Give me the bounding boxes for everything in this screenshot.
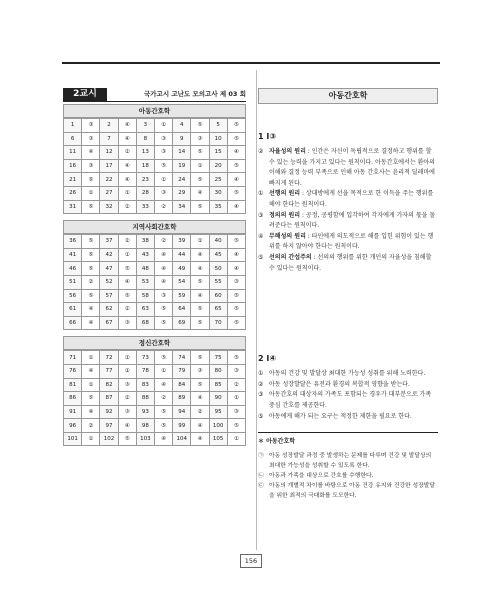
item-marker: ① bbox=[258, 190, 264, 198]
item-marker: ② bbox=[258, 380, 264, 388]
question-number: 54 bbox=[173, 275, 191, 289]
answer-choice: ① bbox=[118, 364, 136, 378]
question-number: 61 bbox=[64, 303, 82, 317]
top-rule bbox=[62, 62, 440, 64]
item-term: 선의의 간섭주의 bbox=[269, 253, 312, 261]
answer-choice: ⑤ bbox=[82, 235, 100, 249]
question-number: 79 bbox=[173, 364, 191, 378]
explanation-item bbox=[258, 147, 438, 189]
question-number: 20 bbox=[209, 159, 227, 173]
answer-choice: ② bbox=[154, 392, 172, 406]
answer-choice: ④ bbox=[118, 159, 136, 173]
answer-choice: ① bbox=[118, 186, 136, 200]
answer-choice: ⑤ bbox=[82, 289, 100, 303]
answer-choice: ④ bbox=[118, 173, 136, 187]
question-number: 76 bbox=[64, 364, 82, 378]
answer-choice: ⑤ bbox=[118, 262, 136, 276]
answer-choice: ⑤ bbox=[227, 119, 245, 133]
question-number: 30 bbox=[209, 186, 227, 200]
question-number: 95 bbox=[209, 405, 227, 419]
question-number: 22 bbox=[100, 173, 118, 187]
answer-choice: ④ bbox=[82, 405, 100, 419]
answer-choice: ⑤ bbox=[154, 303, 172, 317]
answer-choice: ② bbox=[154, 235, 172, 249]
question-number: 36 bbox=[64, 235, 82, 249]
answer-choice: ③ bbox=[154, 132, 172, 146]
table-row bbox=[64, 351, 246, 365]
answer-choice: ④ bbox=[82, 303, 100, 317]
answer-choice: ③ bbox=[118, 316, 136, 330]
item-text: 아동의 건강 및 발달상 최대한 가능성 성취를 위해 노력한다. bbox=[269, 370, 426, 378]
answer-choice: ⑤ bbox=[82, 262, 100, 276]
answer-choice: ③ bbox=[191, 364, 209, 378]
question-number: 94 bbox=[173, 405, 191, 419]
table-row bbox=[64, 119, 246, 133]
question-number: 45 bbox=[209, 248, 227, 262]
question-number: 41 bbox=[64, 248, 82, 262]
question-2-head: 2 Ⅰ④ bbox=[258, 354, 277, 364]
table-row bbox=[64, 186, 246, 200]
question-number: 105 bbox=[209, 432, 227, 446]
answer-choice: ④ bbox=[227, 248, 245, 262]
question-number: 55 bbox=[209, 275, 227, 289]
question-number: 92 bbox=[100, 405, 118, 419]
answer-choice: ⑤ bbox=[191, 378, 209, 392]
section-title: 정신간호학 bbox=[63, 336, 246, 350]
answer-choice: ① bbox=[191, 235, 209, 249]
answer-choice: ① bbox=[154, 173, 172, 187]
question-number: 18 bbox=[136, 159, 154, 173]
question-number: 21 bbox=[64, 173, 82, 187]
question-number: 29 bbox=[173, 186, 191, 200]
question-number: 5 bbox=[209, 119, 227, 133]
question-number: 96 bbox=[64, 419, 82, 433]
item-marker: ⑤ bbox=[258, 253, 264, 261]
answer-choice: ③ bbox=[154, 146, 172, 160]
answer-choice: ① bbox=[154, 119, 172, 133]
question-number: 4 bbox=[173, 119, 191, 133]
answer-choice: ④ bbox=[154, 275, 172, 289]
question-number: 24 bbox=[173, 173, 191, 187]
item-text: : 공정, 공평함에 입각하여 각자에게 가자의 몫을 돌려준다는 원칙이다. bbox=[269, 211, 436, 230]
table-row bbox=[64, 200, 246, 214]
explanation-item bbox=[258, 471, 438, 481]
answer-choice: ② bbox=[154, 200, 172, 214]
note-items bbox=[258, 451, 438, 501]
table-row bbox=[64, 432, 246, 446]
item-marker: ③ bbox=[258, 211, 264, 219]
question-number: 101 bbox=[64, 432, 82, 446]
table-row bbox=[64, 173, 246, 187]
table-row bbox=[64, 235, 246, 249]
question-number: 52 bbox=[100, 275, 118, 289]
answer-section bbox=[63, 104, 246, 214]
question-number: 31 bbox=[64, 200, 82, 214]
item-term: 선행의 원리 bbox=[269, 190, 301, 198]
question-number: 50 bbox=[209, 262, 227, 276]
answer-choice: ① bbox=[227, 432, 245, 446]
answer-choice: ④ bbox=[191, 289, 209, 303]
question-number: 82 bbox=[100, 378, 118, 392]
answer-choice: ④ bbox=[154, 248, 172, 262]
answer-choice: ⑤ bbox=[154, 419, 172, 433]
question-number: 2 bbox=[100, 119, 118, 133]
question-number: 62 bbox=[100, 303, 118, 317]
answer-table bbox=[63, 118, 246, 214]
subject-title: 아동간호학 bbox=[258, 88, 438, 104]
answer-choice: ⑤ bbox=[191, 303, 209, 317]
answer-choice: ③ bbox=[154, 186, 172, 200]
answer-choice: ④ bbox=[191, 186, 209, 200]
answer-choice: ⑤ bbox=[191, 173, 209, 187]
answer-section bbox=[63, 336, 246, 446]
question-number: 34 bbox=[173, 200, 191, 214]
answer-table bbox=[63, 350, 246, 446]
table-row bbox=[64, 405, 246, 419]
explanation-item bbox=[258, 412, 438, 423]
question-number: 38 bbox=[136, 235, 154, 249]
answer-choice: ④ bbox=[227, 146, 245, 160]
question-number: 32 bbox=[100, 200, 118, 214]
item-marker: ⑤ bbox=[258, 412, 264, 420]
answer-choice: ⑤ bbox=[82, 200, 100, 214]
question-number: 71 bbox=[64, 351, 82, 365]
answer-choice: ⑤ bbox=[227, 132, 245, 146]
answer-choice: ④ bbox=[82, 146, 100, 160]
answer-choice: ① bbox=[82, 432, 100, 446]
answer-sections bbox=[63, 104, 246, 446]
question-number: 27 bbox=[100, 186, 118, 200]
note-title: ＊ 아동간호학 bbox=[258, 438, 296, 446]
answer-choice: ① bbox=[82, 378, 100, 392]
answer-choice: ⑤ bbox=[154, 405, 172, 419]
answer-key-panel bbox=[63, 88, 246, 446]
table-row bbox=[64, 159, 246, 173]
section-title: 지역사회간호학 bbox=[63, 220, 246, 234]
question-number: 85 bbox=[209, 378, 227, 392]
answer-choice: ① bbox=[191, 159, 209, 173]
answer-choice: ④ bbox=[191, 248, 209, 262]
answer-choice: ⑤ bbox=[227, 186, 245, 200]
answer-choice: ④ bbox=[191, 262, 209, 276]
page-number: 156 bbox=[240, 554, 262, 568]
question-number: 78 bbox=[136, 364, 154, 378]
question-number: 42 bbox=[100, 248, 118, 262]
question-number: 7 bbox=[100, 132, 118, 146]
question-number: 23 bbox=[136, 173, 154, 187]
answer-choice: ③ bbox=[227, 275, 245, 289]
question-number: 13 bbox=[136, 146, 154, 160]
explanation-item bbox=[258, 369, 438, 380]
answer-choice: ② bbox=[118, 235, 136, 249]
question-number: 88 bbox=[136, 392, 154, 406]
question-number: 11 bbox=[64, 146, 82, 160]
question-number: 47 bbox=[100, 262, 118, 276]
table-row bbox=[64, 146, 246, 160]
answer-choice: ④ bbox=[154, 262, 172, 276]
explanation-item bbox=[258, 390, 438, 411]
answer-choice: ④ bbox=[118, 419, 136, 433]
answer-choice: ③ bbox=[82, 132, 100, 146]
answer-choice: ③ bbox=[227, 364, 245, 378]
answer-choice: ⑤ bbox=[118, 289, 136, 303]
question-number: 70 bbox=[209, 316, 227, 330]
question-number: 37 bbox=[100, 235, 118, 249]
question-number: 58 bbox=[136, 289, 154, 303]
explanation-item bbox=[258, 481, 438, 501]
question-number: 46 bbox=[64, 262, 82, 276]
table-row bbox=[64, 378, 246, 392]
item-text: 아동간호의 대상자의 가족도 포함되는 경우가 대부분으로 가족 중심 간호를 제공한다. bbox=[269, 391, 432, 409]
answer-choice: ③ bbox=[154, 289, 172, 303]
item-text: 아동 성장발달은 유전과 환경의 복합적 영향을 받는다. bbox=[269, 380, 410, 388]
item-text: : 선의의 행위를 위한 개인의 자율성을 침해할 수 있다는 원칙이다. bbox=[269, 253, 432, 272]
table-row bbox=[64, 132, 246, 146]
question-number: 8 bbox=[136, 132, 154, 146]
question-number: 66 bbox=[64, 316, 82, 330]
question-number: 40 bbox=[209, 235, 227, 249]
answer-choice: ④ bbox=[154, 432, 172, 446]
question-number: 26 bbox=[64, 186, 82, 200]
item-text: 아동 성장발달 과정 중 발생하는 문제를 다루며 건강 및 발달상의 최대한 가능성을 성취할 수 있도록 한다. bbox=[269, 453, 432, 470]
explanation-item bbox=[258, 380, 438, 391]
item-text: : 인간은 자신이 독립적으로 결정하고 행위를 할 수 있는 능력을 가지고 있다는 원칙이다. 아동간호에서는 환아의 이해와 결정 능력 부족으로 인해 아동 간호사는 윤리적 딜레마에 빠지게 된다. bbox=[269, 148, 435, 187]
question-number: 68 bbox=[136, 316, 154, 330]
answer-choice: ③ bbox=[191, 132, 209, 146]
question-number: 84 bbox=[173, 378, 191, 392]
answer-choice: ② bbox=[227, 378, 245, 392]
table-row bbox=[64, 316, 246, 330]
answer-choice: ① bbox=[118, 351, 136, 365]
column-divider bbox=[256, 70, 257, 550]
answer-choice: ⑤ bbox=[227, 303, 245, 317]
item-marker: ㉢ bbox=[258, 483, 264, 490]
answer-choice: ④ bbox=[191, 419, 209, 433]
answer-choice: ② bbox=[118, 392, 136, 406]
answer-choice: ④ bbox=[82, 316, 100, 330]
question-number: 43 bbox=[136, 248, 154, 262]
answer-choice: ① bbox=[154, 364, 172, 378]
table-row bbox=[64, 275, 246, 289]
answer-choice: ② bbox=[191, 405, 209, 419]
question-number: 35 bbox=[209, 200, 227, 214]
table-row bbox=[64, 364, 246, 378]
question-number: 83 bbox=[136, 378, 154, 392]
answer-choice: ⑤ bbox=[227, 316, 245, 330]
question-number: 57 bbox=[100, 289, 118, 303]
question-number: 1 bbox=[64, 119, 82, 133]
answer-choice: ② bbox=[118, 303, 136, 317]
question-number: 97 bbox=[100, 419, 118, 433]
question-number: 39 bbox=[173, 235, 191, 249]
answer-choice: ⑤ bbox=[154, 351, 172, 365]
explanation-item bbox=[258, 232, 438, 253]
item-term: 정의의 원리 bbox=[269, 211, 301, 219]
question-number: 33 bbox=[136, 200, 154, 214]
item-marker: ③ bbox=[258, 391, 264, 399]
question-number: 93 bbox=[136, 405, 154, 419]
explanation-item bbox=[258, 451, 438, 471]
explanation-item bbox=[258, 253, 438, 274]
answer-choice: ③ bbox=[82, 159, 100, 173]
item-marker: ② bbox=[258, 148, 264, 155]
answer-choice: ③ bbox=[118, 378, 136, 392]
answer-choice: ⑤ bbox=[191, 146, 209, 160]
question-number: 59 bbox=[173, 289, 191, 303]
question-number: 14 bbox=[173, 146, 191, 160]
question-number: 49 bbox=[173, 262, 191, 276]
answer-choice: ④ bbox=[227, 200, 245, 214]
answer-choice: ⑤ bbox=[191, 119, 209, 133]
question-number: 87 bbox=[100, 392, 118, 406]
answer-choice: ⑤ bbox=[227, 289, 245, 303]
answer-choice: ② bbox=[118, 200, 136, 214]
question-number: 44 bbox=[173, 248, 191, 262]
answer-choice: ④ bbox=[118, 132, 136, 146]
table-row bbox=[64, 262, 246, 276]
item-marker: ① bbox=[258, 370, 264, 378]
question-number: 90 bbox=[209, 392, 227, 406]
answer-choice: ⑤ bbox=[118, 432, 136, 446]
section-title: 아동간호학 bbox=[63, 104, 246, 118]
question-number: 51 bbox=[64, 275, 82, 289]
item-marker: ④ bbox=[258, 232, 264, 240]
item-marker: ㉠ bbox=[258, 453, 264, 460]
answer-choice: ② bbox=[118, 146, 136, 160]
question-number: 60 bbox=[209, 289, 227, 303]
answer-choice: ⑤ bbox=[227, 159, 245, 173]
question-number: 99 bbox=[173, 419, 191, 433]
table-row bbox=[64, 419, 246, 433]
question-number: 48 bbox=[136, 262, 154, 276]
question-number: 65 bbox=[209, 303, 227, 317]
table-row bbox=[64, 289, 246, 303]
question-number: 9 bbox=[173, 132, 191, 146]
answer-choice: ④ bbox=[118, 119, 136, 133]
table-row bbox=[64, 303, 246, 317]
explanation-item bbox=[258, 189, 438, 210]
question-number: 64 bbox=[173, 303, 191, 317]
answer-choice: ⑤ bbox=[191, 200, 209, 214]
question-number: 75 bbox=[209, 351, 227, 365]
answer-choice: ① bbox=[227, 392, 245, 406]
table-row bbox=[64, 392, 246, 406]
question-number: 86 bbox=[64, 392, 82, 406]
question-number: 69 bbox=[173, 316, 191, 330]
answer-choice: ③ bbox=[82, 119, 100, 133]
item-term: 무해성의 원리 bbox=[269, 232, 306, 240]
note-box bbox=[258, 432, 438, 501]
question-number: 63 bbox=[136, 303, 154, 317]
answer-choice: ① bbox=[82, 351, 100, 365]
question-number: 80 bbox=[209, 364, 227, 378]
answer-choice: ③ bbox=[227, 405, 245, 419]
answer-choice: ② bbox=[82, 419, 100, 433]
question-number: 25 bbox=[209, 173, 227, 187]
answer-choice: ⑤ bbox=[227, 419, 245, 433]
question-number: 3 bbox=[136, 119, 154, 133]
question-2-items bbox=[258, 369, 438, 422]
question-number: 89 bbox=[173, 392, 191, 406]
answer-choice: ③ bbox=[118, 405, 136, 419]
question-number: 10 bbox=[209, 132, 227, 146]
question-1-items bbox=[258, 147, 438, 274]
answer-choice: ⑤ bbox=[82, 392, 100, 406]
item-text: 아동의 개별적 차이를 바탕으로 아동 건강 유지와 건강한 성장발달을 위한 최적의 극대화를 도모한다. bbox=[269, 483, 435, 500]
answer-choice: ① bbox=[118, 248, 136, 262]
answer-choice: ⑤ bbox=[191, 316, 209, 330]
question-number: 100 bbox=[209, 419, 227, 433]
question-number: 16 bbox=[64, 159, 82, 173]
answer-choice: ⑤ bbox=[154, 316, 172, 330]
question-number: 98 bbox=[136, 419, 154, 433]
answer-section bbox=[63, 220, 246, 330]
question-number: 15 bbox=[209, 146, 227, 160]
question-number: 104 bbox=[173, 432, 191, 446]
question-number: 77 bbox=[100, 364, 118, 378]
explanation-item bbox=[258, 211, 438, 232]
answer-choice: ⑤ bbox=[227, 351, 245, 365]
answer-choice: ④ bbox=[227, 173, 245, 187]
question-number: 91 bbox=[64, 405, 82, 419]
item-text: : 상대방에게 선을 목적으로 한 이득을 주는 행위를 해야 한다는 원칙이다. bbox=[269, 190, 434, 208]
question-number: 103 bbox=[136, 432, 154, 446]
item-marker: ㉡ bbox=[258, 473, 264, 480]
question-number: 12 bbox=[100, 146, 118, 160]
question-1-head: 1 Ⅰ③ bbox=[258, 132, 277, 141]
question-number: 28 bbox=[136, 186, 154, 200]
question-number: 81 bbox=[64, 378, 82, 392]
answer-key-header bbox=[63, 88, 246, 102]
question-number: 72 bbox=[100, 351, 118, 365]
answer-choice: ⑤ bbox=[154, 159, 172, 173]
answer-choice: ⑤ bbox=[191, 351, 209, 365]
session-badge: 2교시 bbox=[63, 88, 107, 101]
item-term: 자율성의 원리 bbox=[269, 148, 306, 155]
table-row bbox=[64, 248, 246, 262]
question-number: 102 bbox=[100, 432, 118, 446]
answer-choice: ⑤ bbox=[82, 248, 100, 262]
answer-choice: ⑤ bbox=[82, 173, 100, 187]
question-number: 56 bbox=[64, 289, 82, 303]
answer-choice: ② bbox=[82, 275, 100, 289]
answer-choice: ④ bbox=[227, 262, 245, 276]
question-number: 73 bbox=[136, 351, 154, 365]
question-number: 53 bbox=[136, 275, 154, 289]
question-number: 67 bbox=[100, 316, 118, 330]
answer-choice: ⑤ bbox=[227, 235, 245, 249]
answer-choice: ① bbox=[82, 186, 100, 200]
answer-choice: ⑤ bbox=[191, 275, 209, 289]
explanation-panel bbox=[258, 88, 438, 501]
answer-choice: ④ bbox=[118, 275, 136, 289]
answer-choice: ④ bbox=[191, 392, 209, 406]
question-number: 17 bbox=[100, 159, 118, 173]
question-number: 6 bbox=[64, 132, 82, 146]
answer-choice: ④ bbox=[191, 432, 209, 446]
answer-table bbox=[63, 234, 246, 330]
answer-choice: ④ bbox=[82, 364, 100, 378]
item-text: 아동과 가족을 대상으로 간호를 수행한다. bbox=[269, 473, 374, 480]
item-text: : 타인에게 의도적으로 해를 입힌 위험이 있는 행위를 하지 않아야 한다는 원칙이다. bbox=[269, 232, 434, 251]
answer-choice: ④ bbox=[154, 378, 172, 392]
item-text: 아동에게 해가 되는 요구는 적정한 제한을 필요로 한다. bbox=[269, 412, 412, 420]
question-number: 74 bbox=[173, 351, 191, 365]
exam-title: 국가고시 고난도 모의고사 제 03 회 bbox=[144, 90, 246, 98]
question-number: 19 bbox=[173, 159, 191, 173]
